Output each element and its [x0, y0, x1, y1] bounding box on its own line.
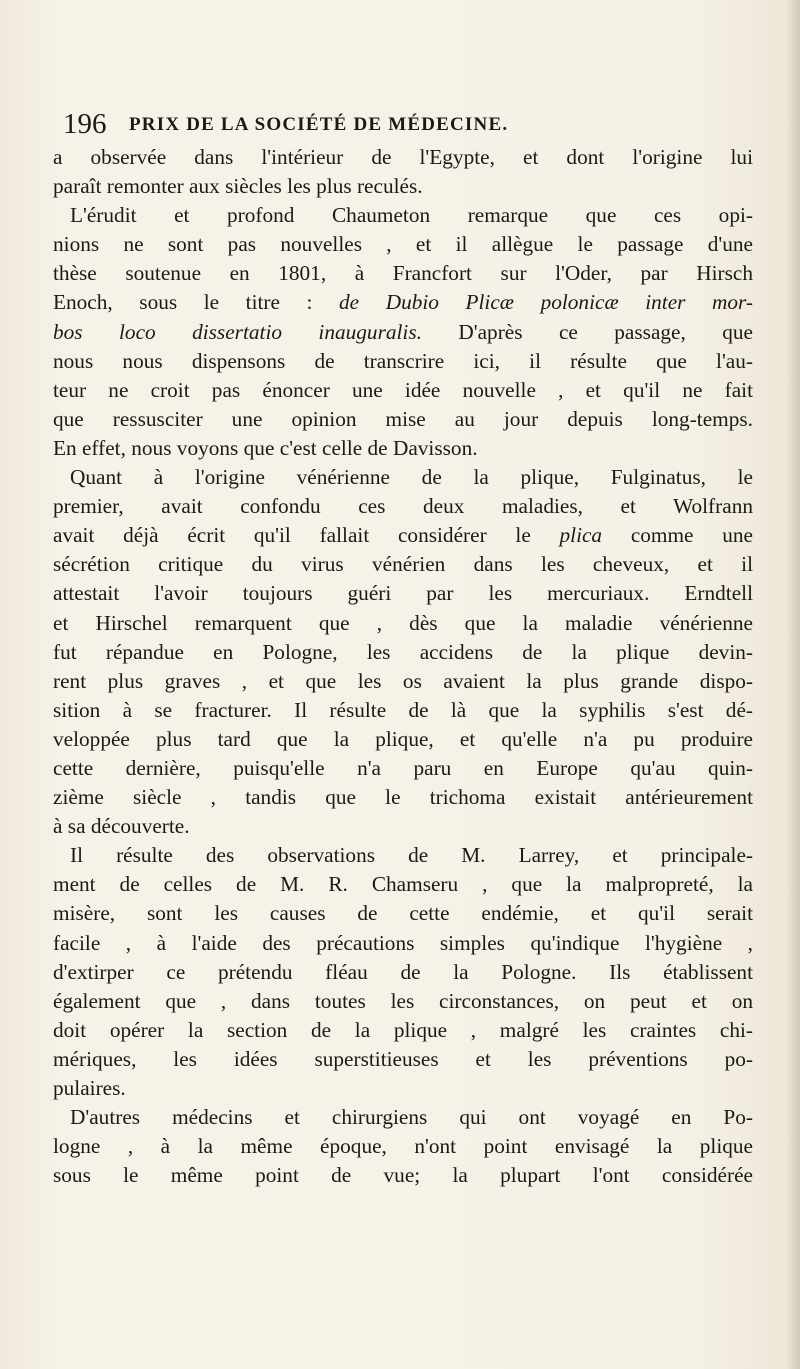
text-line: que ressusciter une opinion mise au jour depuis long-temps. — [53, 406, 753, 431]
text-line: Enoch, sous le titre : de Dubio Plicæ polonicæ inter mor- — [53, 290, 753, 315]
text-line: d'extirper ce prétendu fléau de la Pologne. Ils établissent — [53, 959, 753, 984]
text-line: et Hirschel remarquent que , dès que la maladie vénérienne — [53, 610, 753, 635]
text-line: teur ne croit pas énoncer une idée nouvelle , et qu'il ne fait — [53, 377, 753, 402]
page-edge-shadow — [786, 0, 800, 1369]
text-line: bos loco dissertatio inauguralis. D'après ce passage, que — [53, 319, 753, 344]
text-line: D'autres médecins et chirurgiens qui ont voyagé en Po- — [70, 1105, 753, 1130]
text-line: sous le même point de vue; la plupart l'ont considérée — [53, 1163, 753, 1188]
text-line: fut répandue en Pologne, les accidens de la plique devin- — [53, 639, 753, 664]
text-line: doit opérer la section de la plique , malgré les craintes chi- — [53, 1017, 753, 1042]
text-line: rent plus graves , et que les os avaient la plus grande dispo- — [53, 668, 753, 693]
text-line: nions ne sont pas nouvelles , et il allègue le passage d'une — [53, 232, 753, 257]
body-text — [53, 143, 753, 1190]
text-line: également que , dans toutes les circonstances, on peut et on — [53, 988, 753, 1013]
text-line: Il résulte des observations de M. Larrey, et principale- — [70, 843, 753, 868]
text-line: L'érudit et profond Chaumeton remarque que ces opi- — [70, 203, 753, 228]
text-line: nous nous dispensons de transcrire ici, il résulte que l'au- — [53, 348, 753, 373]
page-number: 196 — [63, 108, 107, 140]
text-line: logne , à la même époque, n'ont point envisagé la plique — [53, 1134, 753, 1159]
text-line: zième siècle , tandis que le trichoma existait antérieurement — [53, 785, 753, 810]
text-line: facile , à l'aide des précautions simples qu'indique l'hygiène , — [53, 930, 753, 955]
text-line: Quant à l'origine vénérienne de la plique, Fulginatus, le — [70, 465, 753, 490]
text-line: cette dernière, puisqu'elle n'a paru en Europe qu'au quin- — [53, 755, 753, 780]
text-line: thèse soutenue en 1801, à Francfort sur l'Oder, par Hirsch — [53, 261, 753, 286]
text-line: premier, avait confondu ces deux maladies, et Wolfrann — [53, 494, 753, 519]
text-line: mériques, les idées superstitieuses et les préventions po- — [53, 1046, 753, 1071]
text-line: pulaires. — [53, 1076, 126, 1100]
text-line: veloppée plus tard que la plique, et qu'elle n'a pu produire — [53, 726, 753, 751]
text-line: a observée dans l'intérieur de l'Egypte, et dont l'origine lui — [53, 145, 753, 169]
text-line: En effet, nous voyons que c'est celle de Davisson. — [53, 435, 478, 460]
text-line: attestait l'avoir toujours guéri par les mercuriaux. Erndtell — [53, 581, 753, 606]
text-line: sécrétion critique du virus vénérien dans les cheveux, et il — [53, 552, 753, 577]
text-line: sition à se fracturer. Il résulte de là que la syphilis s'est dé- — [53, 697, 753, 722]
page-header — [63, 106, 753, 142]
running-head: PRIX DE LA SOCIÉTÉ DE MÉDECINE. — [129, 114, 509, 135]
text-line: avait déjà écrit qu'il fallait considérer le plica comme une — [53, 523, 753, 548]
text-line: paraît remonter aux siècles les plus reculés. — [53, 174, 423, 199]
text-line: misère, sont les causes de cette endémie, et qu'il serait — [53, 901, 753, 926]
text-line: ment de celles de M. R. Chamseru , que la malpropreté, la — [53, 872, 753, 897]
text-line: à sa découverte. — [53, 814, 190, 839]
